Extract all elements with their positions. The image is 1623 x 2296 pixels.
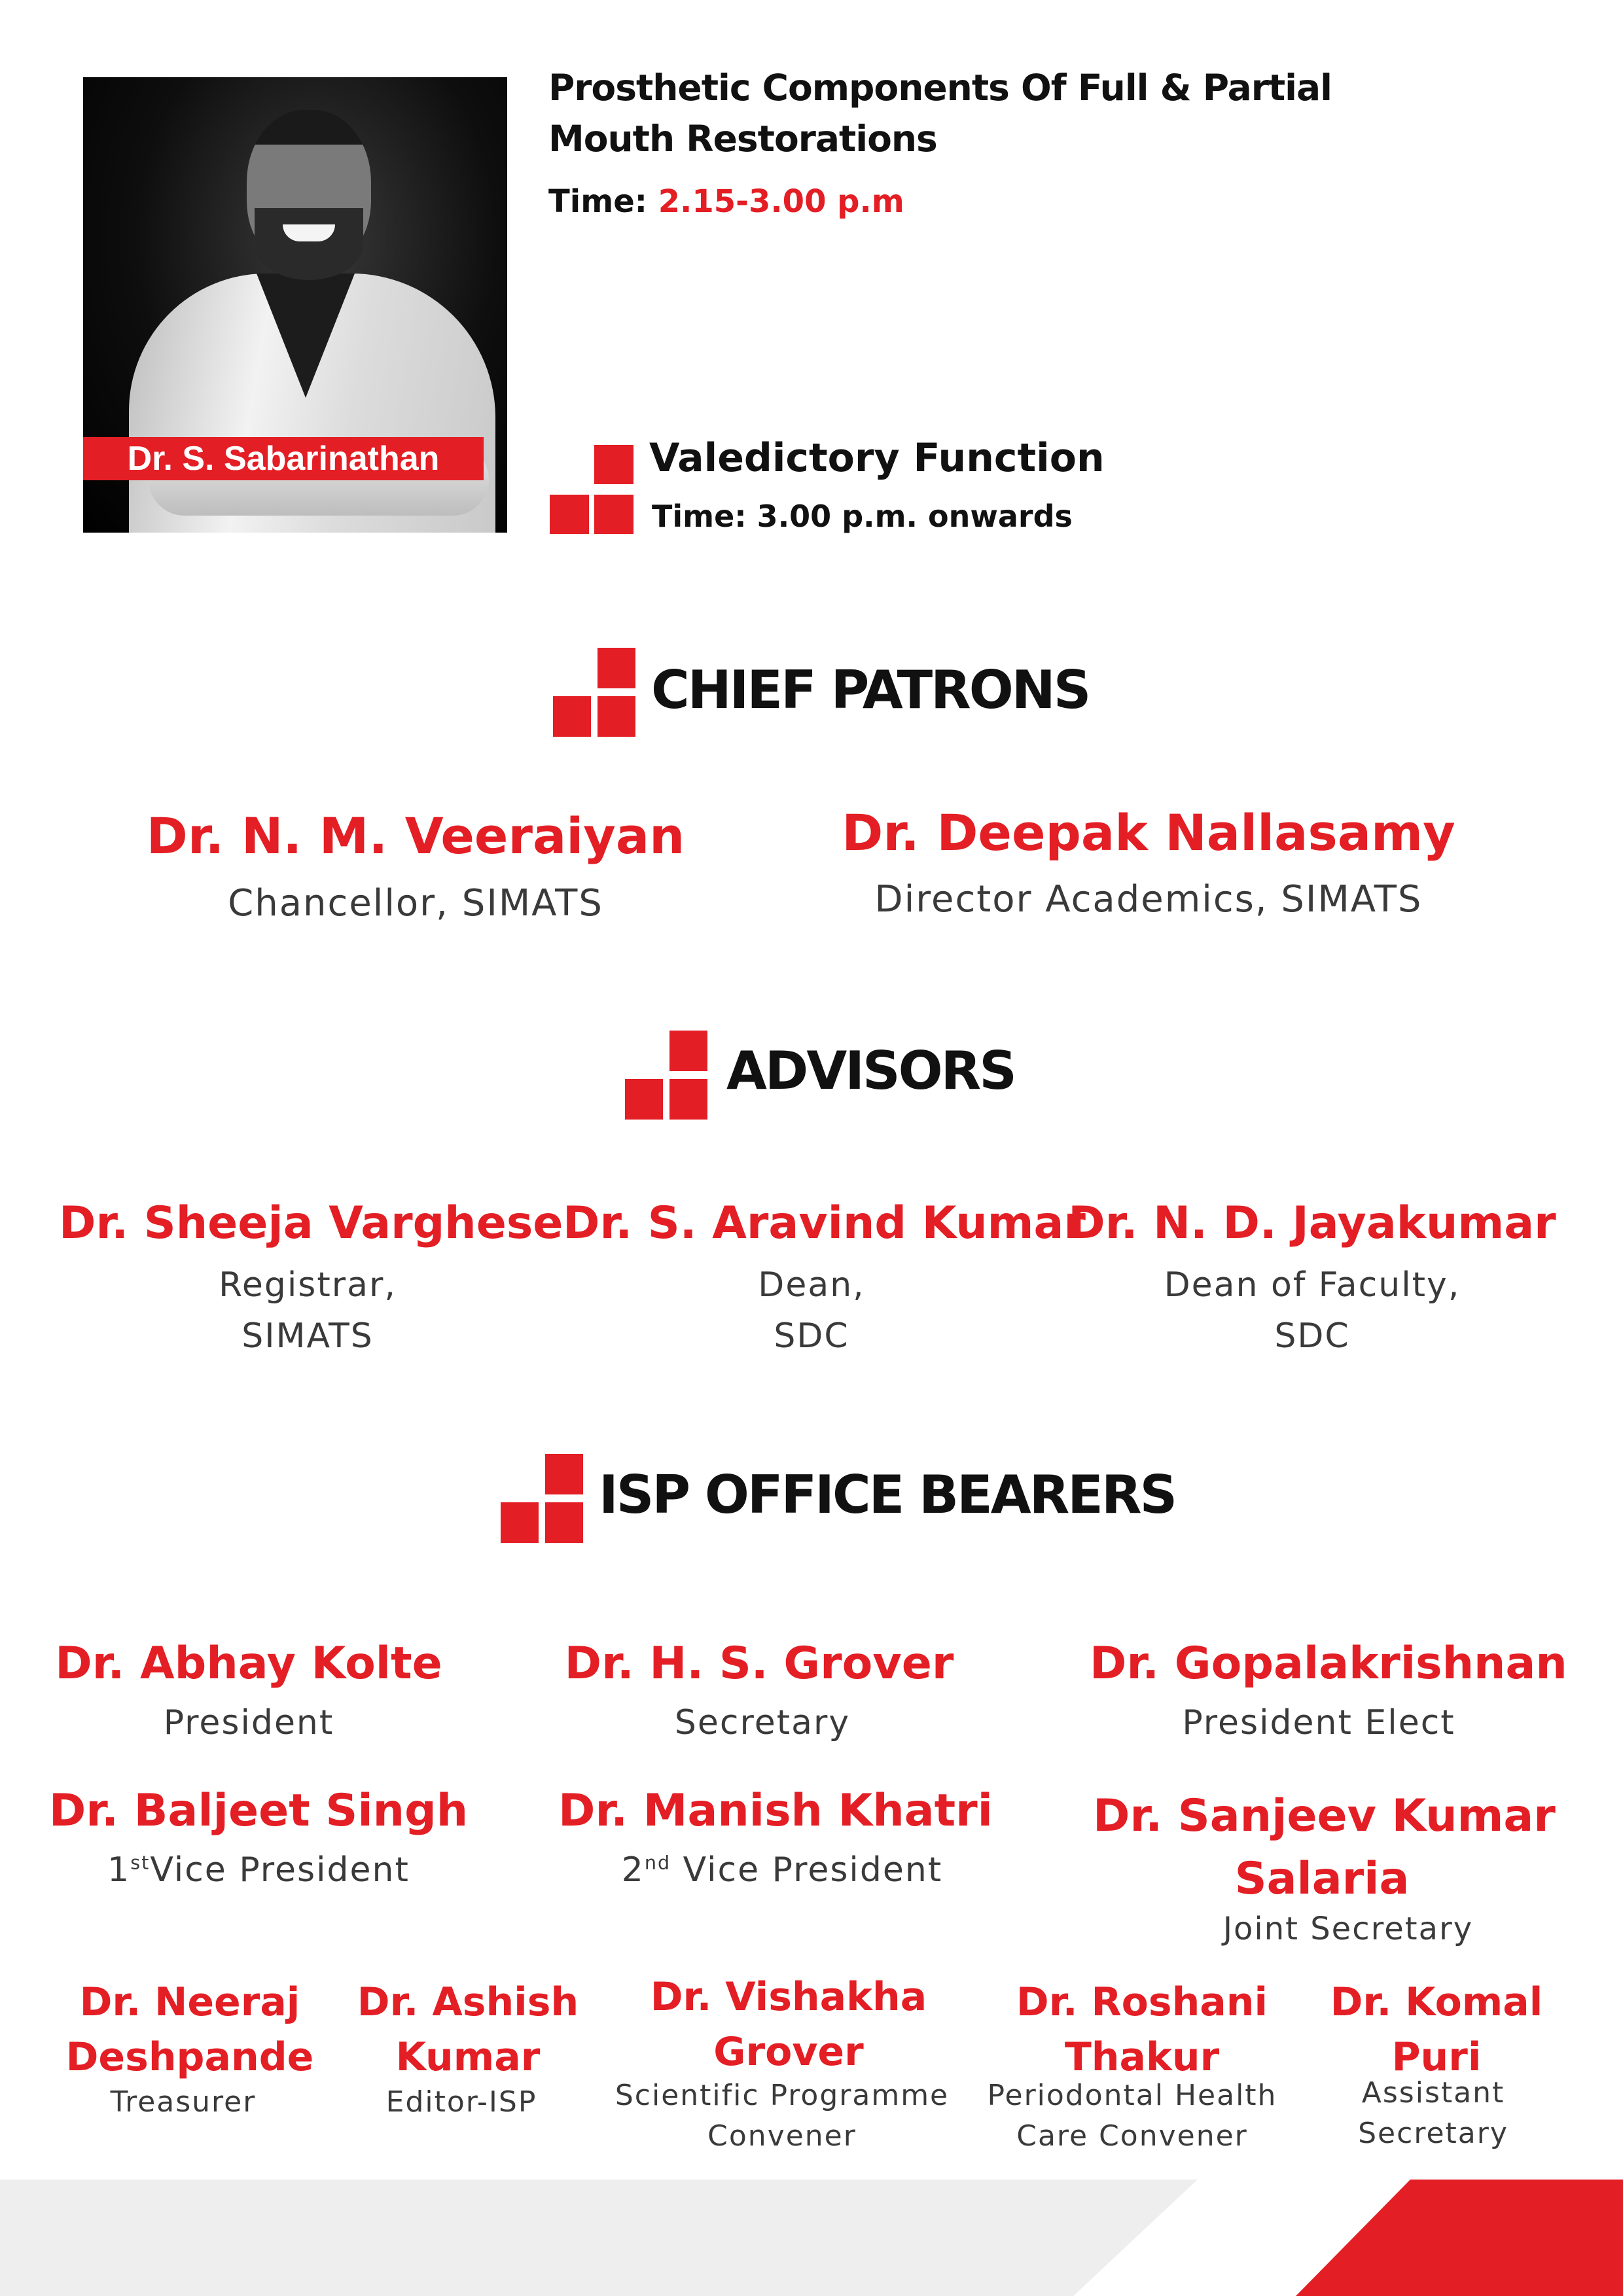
bearer-role: Assistant Secretary [1358, 2076, 1508, 2150]
bearer-role: President Elect [1182, 1703, 1455, 1742]
bearer-name: Dr. Baljeet Singh [48, 1785, 469, 1837]
advisors-logo-icon [625, 1031, 707, 1120]
speaker-photo [83, 77, 507, 533]
speaker-name-label: Dr. S. Sabarinathan [83, 437, 484, 480]
bearer-name: Dr. Gopalakrishnan [1090, 1638, 1567, 1689]
footer-decoration [0, 2172, 1623, 2296]
bearer-name: Dr. Komal Puri [1330, 1979, 1543, 2080]
valedictory-logo-icon [550, 445, 633, 534]
bearer-role: 2nd Vice President [621, 1850, 943, 1890]
session-title-line2: Mouth Restorations [548, 118, 937, 160]
chief-patrons-logo-icon [553, 648, 635, 737]
patron-role: Chancellor, SIMATS [228, 882, 603, 925]
advisor-name: Dr. N. D. Jayakumar [1068, 1197, 1556, 1249]
advisors-heading: ADVISORS [726, 1040, 1015, 1101]
patron-name: Dr. Deepak Nallasamy [842, 804, 1455, 862]
bearer-name: Dr. Vishakha Grover [650, 1974, 927, 2075]
bearer-name: Dr. Sanjeev Kumar Salaria [1093, 1790, 1556, 1905]
session-time-value: 2.15-3.00 p.m [658, 183, 904, 220]
office-bearers-logo-icon [501, 1454, 583, 1543]
bearer-name: Dr. Roshani Thakur [1016, 1979, 1268, 2080]
bearer-role: President [163, 1703, 334, 1742]
patron-role: Director Academics, SIMATS [874, 878, 1423, 921]
session-title-line1: Prosthetic Components Of Full & Partial [548, 67, 1332, 109]
session-time [548, 183, 904, 220]
advisor-role: Dean of Faculty, SDC [1164, 1265, 1461, 1356]
bearer-role: Joint Secretary [1222, 1911, 1474, 1947]
bearer-name: Dr. Manish Khatri [558, 1785, 993, 1837]
bearer-role: Editor-ISP [385, 2085, 537, 2119]
advisor-role: Dean, SDC [758, 1265, 865, 1356]
session-title [548, 62, 1332, 164]
bearer-name: Dr. H. S. Grover [564, 1638, 954, 1689]
footer-gray-band [0, 2180, 1198, 2296]
patron-name: Dr. N. M. Veeraiyan [146, 807, 685, 865]
bearer-name: Dr. Ashish Kumar [357, 1979, 579, 2080]
advisor-name: Dr. S. Aravind Kumar [563, 1197, 1086, 1249]
footer-red-corner [1296, 2180, 1623, 2296]
valedictory-time: Time: 3.00 p.m. onwards [652, 499, 1073, 534]
bearer-role: 1stVice President [107, 1850, 410, 1890]
advisor-name: Dr. Sheeja Varghese [59, 1197, 563, 1249]
office-bearers-heading: ISP OFFICE BEARERS [599, 1464, 1176, 1525]
session-time-label: Time: [548, 183, 647, 220]
valedictory-title: Valedictory Function [649, 435, 1105, 481]
bearer-role: Treasurer [110, 2085, 257, 2119]
chief-patrons-heading: CHIEF PATRONS [651, 660, 1090, 720]
advisor-role: Registrar, SIMATS [219, 1265, 397, 1356]
bearer-role: Scientific Programme Convener [615, 2079, 950, 2153]
bearer-role: Periodontal Health Care Convener [987, 2079, 1277, 2153]
bearer-role: Secretary [674, 1703, 851, 1742]
bearer-name: Dr. Neeraj Deshpande [65, 1979, 314, 2080]
bearer-name: Dr. Abhay Kolte [55, 1638, 442, 1689]
